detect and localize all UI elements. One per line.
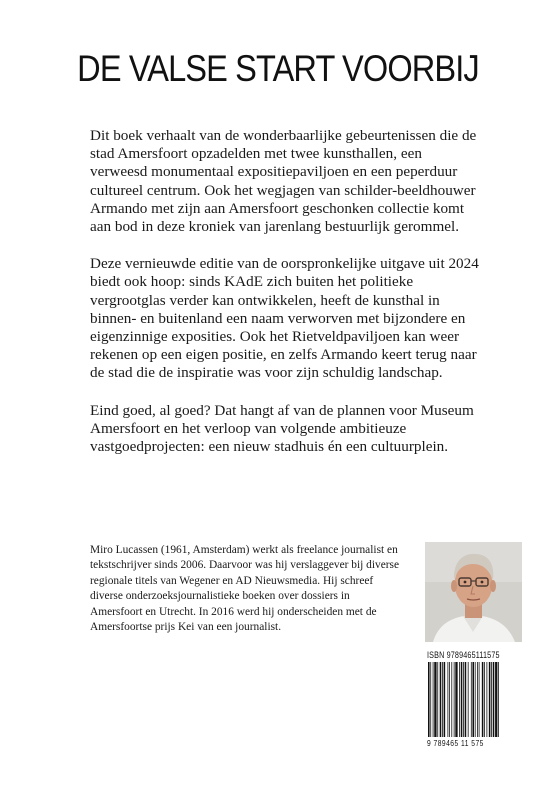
barcode-bar	[428, 662, 430, 737]
barcode-bar	[493, 662, 495, 737]
barcode-icon	[427, 650, 523, 750]
barcode-bar	[463, 662, 464, 737]
barcode-bar	[491, 662, 492, 737]
barcode-digits: 9 789465 11 575	[427, 738, 484, 748]
barcode-bar	[440, 662, 442, 737]
barcode-bar	[482, 662, 484, 737]
barcode-bar	[479, 662, 480, 737]
barcode-bar	[495, 662, 497, 737]
book-title: DE VALSE START VOORBIJ	[77, 48, 479, 89]
blurb	[90, 127, 480, 475]
barcode-bar	[459, 662, 460, 737]
barcode-bar	[475, 662, 476, 737]
isbn-label: ISBN 9789465111575	[427, 650, 500, 660]
barcode-bar	[472, 662, 474, 737]
barcode-bar	[448, 662, 449, 737]
barcode-bar	[434, 662, 436, 737]
barcode-bar	[451, 662, 452, 737]
author-bio: Miro Lucassen (1961, Amsterdam) werkt als freelance journalist en tekstschrijver sinds 2006. Daarvoor was hij verslaggever bij diverse regionale titels van Wegener en AD Nieuwsmedia. Hij schreef diverse onderzoeksjournalistieke boeken over dossiers in Amersfoort en Utrecht. In 2016 werd hij onderscheiden met de Amersfoortse prijs Kei van een journalist.	[90, 544, 400, 634]
barcode-bar	[430, 662, 431, 737]
author-portrait-drawing	[425, 542, 522, 642]
barcode-bar	[471, 662, 472, 737]
barcode-bar	[487, 662, 488, 737]
blurb-paragraph-2: Deze vernieuwde editie van de oorspronkelijke uitgave uit 2024 biedt ook hoop: sinds KAdE zich buiten het politieke vergrootglas verder kan ontwikkelen, heeft de kunsthal in binnen- en buitenland een naam verworven met bijzondere en eigenzinnige exposities. Ook het Rietveldpaviljoen kan weer rekenen op een eigen positie, en zelfs Armando keert terug naar de stad die de inspiratie was voor zijn schuldig landschap.	[90, 255, 479, 382]
author-portrait-icon	[425, 542, 522, 642]
barcode-bar	[454, 662, 455, 737]
barcode-bar	[442, 662, 443, 737]
barcode-bar	[498, 662, 499, 737]
barcode	[427, 650, 523, 750]
barcode-bar	[465, 662, 467, 737]
barcode-bar	[468, 662, 469, 737]
barcode-bar	[489, 662, 491, 737]
barcode-bar	[455, 662, 457, 737]
barcode-bar	[477, 662, 478, 737]
blurb-paragraph-3: Eind goed, al goed? Dat hangt af van de plannen voor Museum Amersfoort en het verloop van volgende ambitieuze vastgoedprojecten: een nieuw stadhuis én een cultuurplein.	[90, 401, 474, 456]
blurb-paragraph-1: Dit boek verhaalt van de wonderbaarlijke gebeurtenissen die de stad Amersfoort opzadelden met twee kunsthallen, een verweesd monumentaal expositiepaviljoen en een peperduur cultureel centrum. Ook het wegjagen van schilder-beeldhouwer Armando met zijn aan Amersfoort geschonken collectie komt aan bod in deze kroniek van jarenlang bestuurlijk gerommel.	[90, 127, 477, 236]
barcode-bar	[484, 662, 485, 737]
barcode-bar	[433, 662, 434, 737]
barcode-bar	[449, 662, 450, 737]
barcode-bar	[444, 662, 446, 737]
barcode-bar	[437, 662, 438, 737]
barcode-bar	[461, 662, 463, 737]
